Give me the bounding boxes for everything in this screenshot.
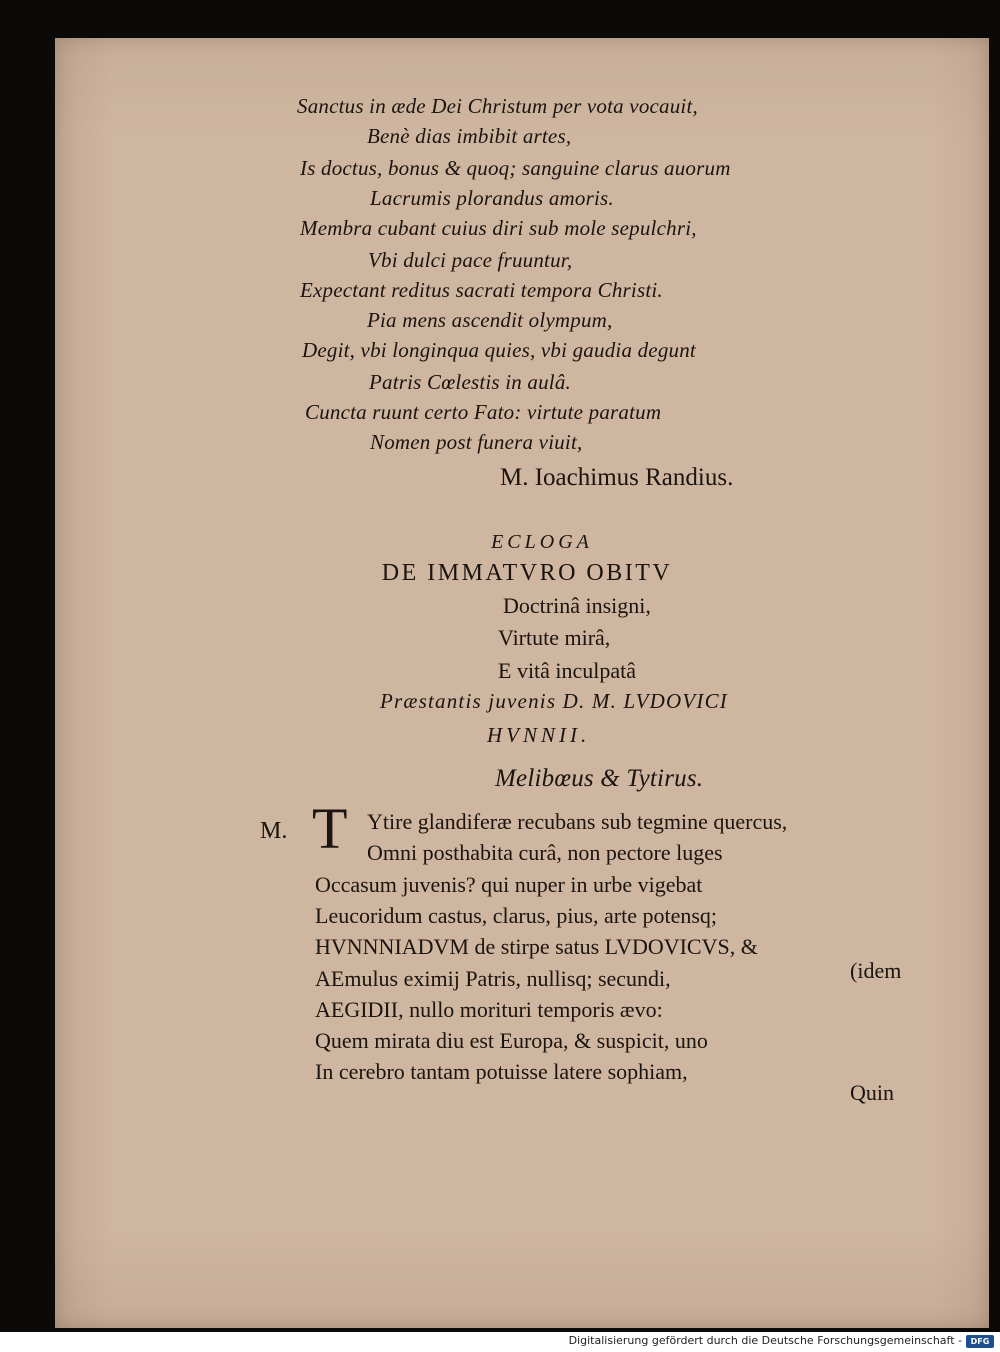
drop-capital: T	[312, 796, 348, 861]
poem-line-5: Membra cubant cuius diri sub mole sepulchri,	[300, 216, 697, 240]
dfg-logo: DFG	[966, 1335, 994, 1348]
poem-line-8: Pia mens ascendit olympum,	[367, 308, 613, 332]
poem-line-9: Degit, vbi longinqua quies, vbi gaudia degunt	[302, 338, 696, 362]
dialogue-line-5: HVNNNIADVM de stirpe satus LVDOVICVS, &	[315, 934, 758, 959]
poem-line-2: Benè dias imbibit artes,	[367, 124, 572, 148]
dialogue-line-9: In cerebro tantam potuisse latere sophiam,	[315, 1059, 688, 1084]
footer-funding-text: Digitalisierung gefördert durch die Deutsche Forschungsgemeinschaft -	[568, 1334, 962, 1347]
dialogue-line-7: AEGIDII, nullo morituri temporis ævo:	[315, 997, 663, 1022]
dialogue-line-8: Quem mirata diu est Europa, & suspicit, uno	[315, 1028, 708, 1053]
poem-line-4: Lacrumis plorandus amoris.	[370, 186, 614, 210]
poem-line-3: Is doctus, bonus & quoq; sanguine clarus auorum	[300, 156, 731, 180]
dialogue-line-3: Occasum juvenis? qui nuper in urbe vigebat	[315, 872, 703, 897]
turnover-idem: (idem	[850, 958, 902, 983]
ecloga-line-virtute: Virtute mirâ,	[498, 625, 611, 650]
dialogue-line-1: Ytire glandiferæ recubans sub tegmine quercus,	[367, 809, 788, 834]
poem-author: M. Ioachimus Randius.	[500, 464, 734, 491]
ecloga-line-vita: E vitâ inculpatâ	[498, 658, 637, 683]
speaker-label: M.	[260, 818, 288, 844]
dialogue-line-6: AEmulus eximij Patris, nullisq; secundi,	[315, 966, 671, 991]
poem-line-10: Patris Cœlestis in aulâ.	[369, 370, 571, 394]
catchword: Quin	[850, 1080, 894, 1105]
poem-line-7: Expectant reditus sacrati tempora Christi.	[300, 278, 663, 302]
dialogue-line-4: Leucoridum castus, clarus, pius, arte potensq;	[315, 903, 718, 928]
ecloga-line-hunnii: HVNNII.	[487, 723, 591, 747]
ecloga-title: ECLOGA	[491, 531, 593, 553]
poem-line-1: Sanctus in æde Dei Christum per vota vocauit,	[297, 94, 698, 118]
footer-bar	[0, 1332, 1000, 1352]
poem-line-6: Vbi dulci pace fruuntur,	[368, 248, 573, 272]
ecloga-line-doctrina: Doctrinâ insigni,	[503, 593, 651, 618]
dialogue-line-2: Omni posthabita curâ, non pectore luges	[367, 840, 723, 865]
poem-line-11: Cuncta ruunt certo Fato: virtute paratum	[305, 400, 662, 424]
poem-line-12: Nomen post funera viuit,	[370, 430, 583, 454]
ecloga-line-praestantis: Præstantis juvenis D. M. LVDOVICI	[380, 689, 728, 713]
ecloga-subtitle: DE IMMATVRO OBITV	[381, 560, 673, 586]
speakers-heading: Melibœus & Tytirus.	[495, 765, 704, 792]
book-page	[55, 38, 989, 1328]
